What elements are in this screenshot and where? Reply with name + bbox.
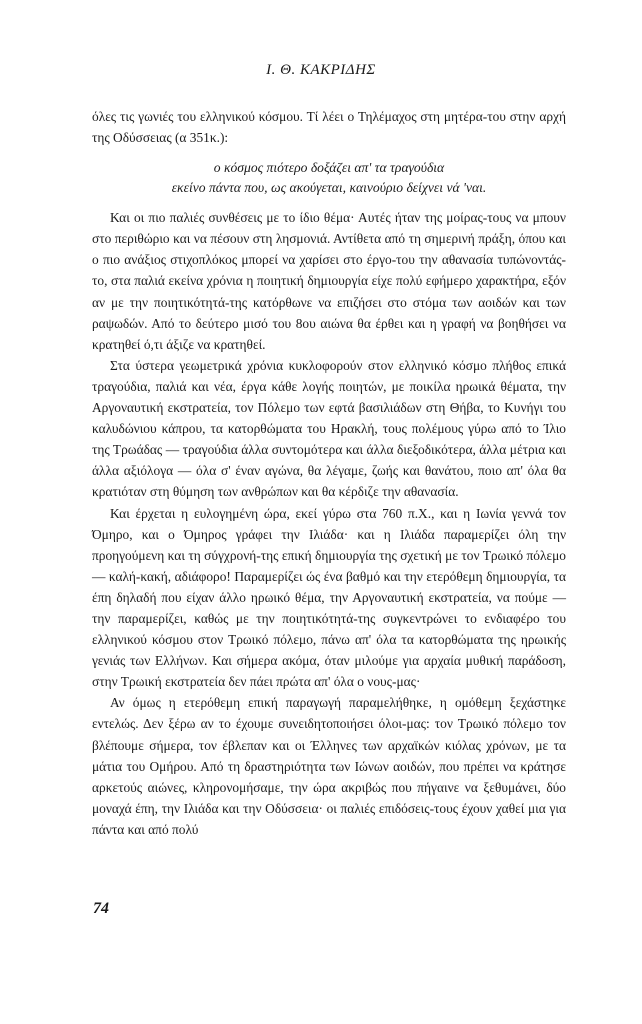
page-number: 74 <box>93 900 109 917</box>
body-text <box>92 106 566 840</box>
paragraph-2: Στα ύστερα γεωμετρικά χρόνια κυκλοφορούν στον ελληνικό κόσμο πλήθος επικά τραγούδια, παλιά και νέα, έργα κάθε λογής ποιητών, με ποικίλα ηρωικά θέματα, την Αργοναυτική εκστρατεία, τον Πόλεμο των εφτά βασιλιάδων στη Θήβα, το Κυνήγι του καλυδώνιου κάπρου, τα κατορθώματα του Ηρακλή, τους πολέμους γύρω από το Ίλιο της Τρωάδας — τραγούδια άλλα συντομότερα και άλλα διεξοδικότερα, άλλα μέτρια και άλλα αξιόλογα — όλα σ' έναν αγώνα, θα λέγαμε, ζωής και θανάτου, ποιο απ' όλα θα κρατιόταν στη θύμηση των ανθρώπων και θα κέρδιζε την αθανασία. <box>92 357 566 500</box>
paragraph-4: Αν όμως η ετερόθεμη επική παραγωγή παραμελήθηκε, η ομόθεμη ξεχάστηκε εντελώς. Δεν ξέρω αν το έχουμε συνειδητοποιήσει όλοι-μας: τον Τρωικό πόλεμο τον βλέπουμε σήμερα, τον έβλεπαν και οι Έλληνες των αρχαϊκών κιόλας χρόνων, με τα μάτια του Ομήρου. Από τη δραστηριότητα των Ιώνων αοιδών, που πρέπει να κράτησε αρκετούς αιώνες, κληρονομήσαμε, την ώρα ακριβώς που πήγαινε να ξεθυμάνει, δύο μοναχά έπη, την Ιλιάδα και την Οδύσσεια· οι παλιές επιδόσεις-τους έχουν χαθεί μια για πάντα και από πολύ <box>92 695 566 837</box>
running-header: Ι. Θ. ΚΑΚΡΙΔΗΣ <box>266 62 376 78</box>
paragraph-3: Και έρχεται η ευλογημένη ώρα, εκεί γύρω στα 760 π.Χ., και η Ιωνία γεννά τον Όμηρο, και ο Όμηρος γράφει την Ιλιάδα· και η Ιλιάδα παραμερίζει όλη την προηγούμενη και τη σύγχρονή-της επική δημιουργία της σχετική με τον Τρωικό πόλεμο — καλή-κακή, αδιάφορο! Παραμερίζει ώς ένα βαθμό και την ετερόθεμη δημιουργία, τα έπη δηλαδή που είχαν άλλο ηρωικό θέμα, την Αργοναυτική εκστρατεία, να πούμε — την παραμερίζει, καθώς με την ποιητικότητά-της συγκεντρώνει το ενδιαφέρο του ελληνικού κόσμου στον Τρωικό πόλεμο, πάνω απ' όλα τα κατορθώματα της ηρωικής γενιάς των Ελλήνων. Και σήμερα ακόμα, όταν μιλούμε για αρχαία μυθική παράδοση, στην Τρωική εκστρατεία δεν πάει πρώτα απ' όλα ο νους-μας· <box>92 505 566 690</box>
verse-line-2: εκείνο πάντα που, ως ακούγεται, καινούριο δείχνει νά 'ναι. <box>171 180 487 196</box>
paragraph-continuation: όλες τις γωνιές του ελληνικού κόσμου. Τί λέει ο Τηλέμαχος στη μητέρα-του στην αρχή της Οδύσσειας (α 351κ.): <box>92 109 566 146</box>
verse-line-1: ο κόσμος πιότερο δοξάζει απ' τα τραγούδια <box>213 160 445 176</box>
paragraph-1: Και οι πιο παλιές συνθέσεις με το ίδιο θέμα· Αυτές ήταν της μοίρας-τους να μπουν στο περιθώριο και να πέσουν στη λησμονιά. Αντίθετα από τη σημερινή πράξη, όπου και ο πιο ανάξιος στιχοπλόκος μπορεί να χαρίσει στο έργο-του την αθανασία τυπώνοντάς-το, στα παλιά εκείνα χρόνια η ποιητική δημιουργία είχε πολύ εφήμερο χαρακτήρα, εξόν αν με την ποιητικότητά-της κατόρθωνε να επιζήσει στο στόμα των αοιδών και των ραψωδών. Από το δεύτερο μισό του 8ου αιώνα θα έρθει και η γραφή να βοηθήσει να κρατηθεί ό,τι άξιζε να κρατηθεί. <box>92 210 566 352</box>
verse-quote <box>92 158 566 198</box>
